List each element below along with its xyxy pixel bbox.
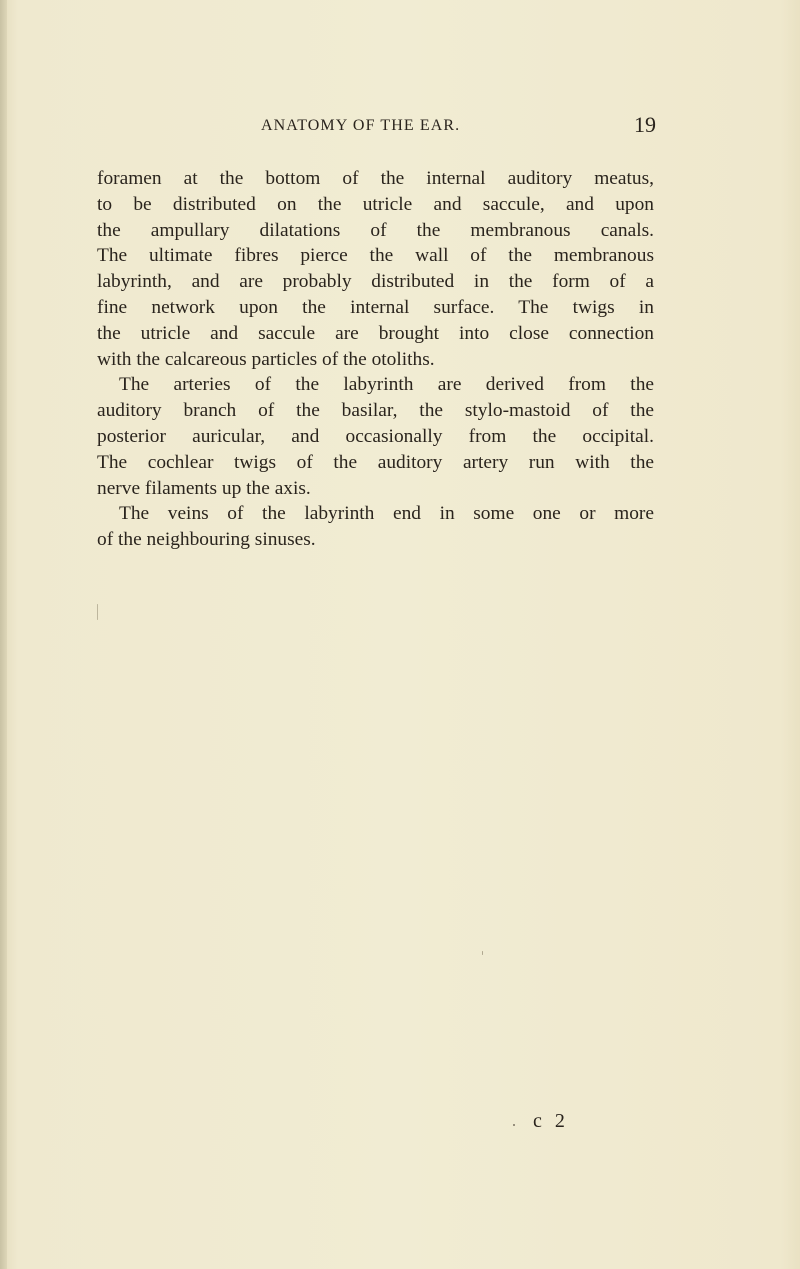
text-line: of the neighbouring sinuses. <box>97 529 316 551</box>
text-line: The ultimate fibres pierce the wall of the membranous <box>97 245 654 267</box>
text-line: the utricle and saccule are brought into close connection <box>97 322 654 344</box>
text-line: the ampullary dilatations of the membranous canals. <box>97 219 654 241</box>
text-line: nerve filaments up the axis. <box>97 477 311 499</box>
text-line: auditory branch of the basilar, the stylo-mastoid of the <box>97 400 654 422</box>
paragraph-first-line: The veins of the labyrinth end in some one or more <box>119 503 654 525</box>
text-line: to be distributed on the utricle and saccule, and upon <box>97 193 654 215</box>
ink-speck <box>97 604 98 620</box>
text-line: foramen at the bottom of the internal auditory meatus, <box>97 168 654 189</box>
ink-speck <box>482 951 483 955</box>
running-head <box>96 112 656 142</box>
page-binding-edge <box>0 0 7 1269</box>
page-number: 19 <box>634 112 656 137</box>
text-line: posterior auricular, and occasionally from the occipital. <box>97 425 654 447</box>
text-line: The cochlear twigs of the auditory artery run with the <box>97 451 654 473</box>
text-line: fine network upon the internal surface. The twigs in <box>97 296 654 318</box>
signature-mark: c 2 <box>533 1110 569 1132</box>
text-line: with the calcareous particles of the otoliths. <box>97 348 435 370</box>
paragraph-first-line: The arteries of the labyrinth are derived from the <box>119 374 654 396</box>
body-text <box>97 166 654 553</box>
ink-speck <box>513 1124 515 1126</box>
running-title: ANATOMY OF THE EAR. <box>261 117 461 134</box>
text-line: labyrinth, and are probably distributed in the form of a <box>97 271 654 293</box>
